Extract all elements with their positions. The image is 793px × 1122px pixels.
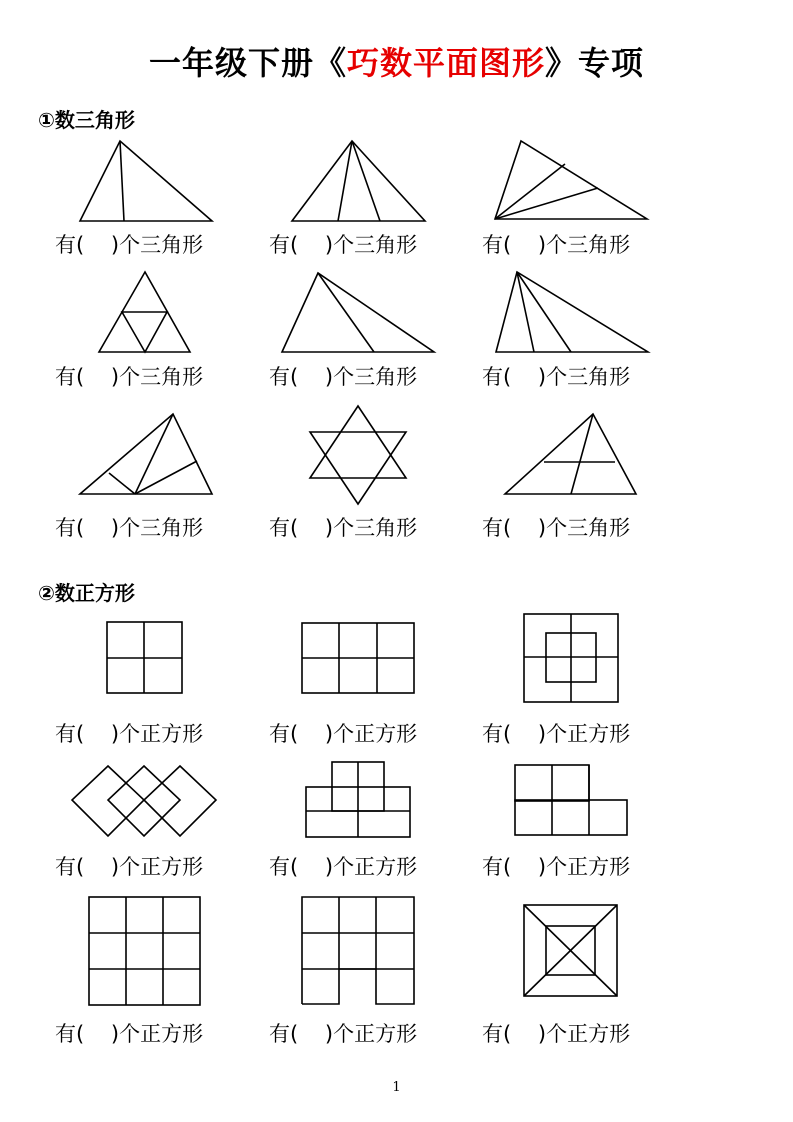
page-number: 1	[392, 1080, 401, 1095]
triangle-answer-4: 有( )个三角形	[55, 365, 204, 389]
square-answer-1: 有( )个正方形	[55, 722, 204, 746]
square-figure-3	[524, 614, 618, 702]
triangle-answer-6: 有( )个三角形	[482, 365, 631, 389]
square-figure-5	[306, 762, 410, 837]
title-suffix: 》专项	[545, 44, 645, 82]
triangle-figure-4	[99, 272, 190, 352]
square-answer-7: 有( )个正方形	[55, 1022, 204, 1046]
triangle-figure-1	[80, 141, 212, 221]
triangle-figure-5	[282, 273, 434, 352]
triangle-answer-2: 有( )个三角形	[269, 233, 418, 257]
section-count-squares: ②数正方形	[38, 581, 135, 605]
square-figure-6	[515, 765, 627, 835]
section-count-triangles: ①数三角形	[38, 108, 135, 132]
square-answer-6: 有( )个正方形	[482, 855, 631, 879]
square-figure-4	[72, 766, 216, 836]
title-highlight: 巧数平面图形	[346, 44, 545, 82]
square-answer-5: 有( )个正方形	[269, 855, 418, 879]
triangle-figure-3	[495, 141, 647, 219]
triangle-answer-7: 有( )个三角形	[55, 516, 204, 540]
title-prefix: 一年级下册《	[148, 44, 347, 82]
triangle-answer-3: 有( )个三角形	[482, 233, 631, 257]
triangle-figure-7	[80, 414, 212, 494]
triangle-answer-1: 有( )个三角形	[55, 233, 204, 257]
square-answer-2: 有( )个正方形	[269, 722, 418, 746]
square-answer-3: 有( )个正方形	[482, 722, 631, 746]
square-answer-9: 有( )个正方形	[482, 1022, 631, 1046]
triangle-answer-5: 有( )个三角形	[269, 365, 418, 389]
triangle-figure-2	[292, 141, 425, 221]
triangle-answer-8: 有( )个三角形	[269, 516, 418, 540]
triangle-answer-9: 有( )个三角形	[482, 516, 631, 540]
triangle-figure-8	[310, 406, 406, 504]
square-figure-7	[89, 897, 200, 1005]
square-answer-4: 有( )个正方形	[55, 855, 204, 879]
triangle-figure-6	[496, 272, 648, 352]
square-answer-8: 有( )个正方形	[269, 1022, 418, 1046]
square-figure-2	[302, 623, 414, 693]
square-figure-1	[107, 622, 182, 693]
square-figure-9	[524, 905, 617, 996]
square-figure-8	[302, 897, 414, 1004]
triangle-figure-9	[505, 414, 636, 494]
